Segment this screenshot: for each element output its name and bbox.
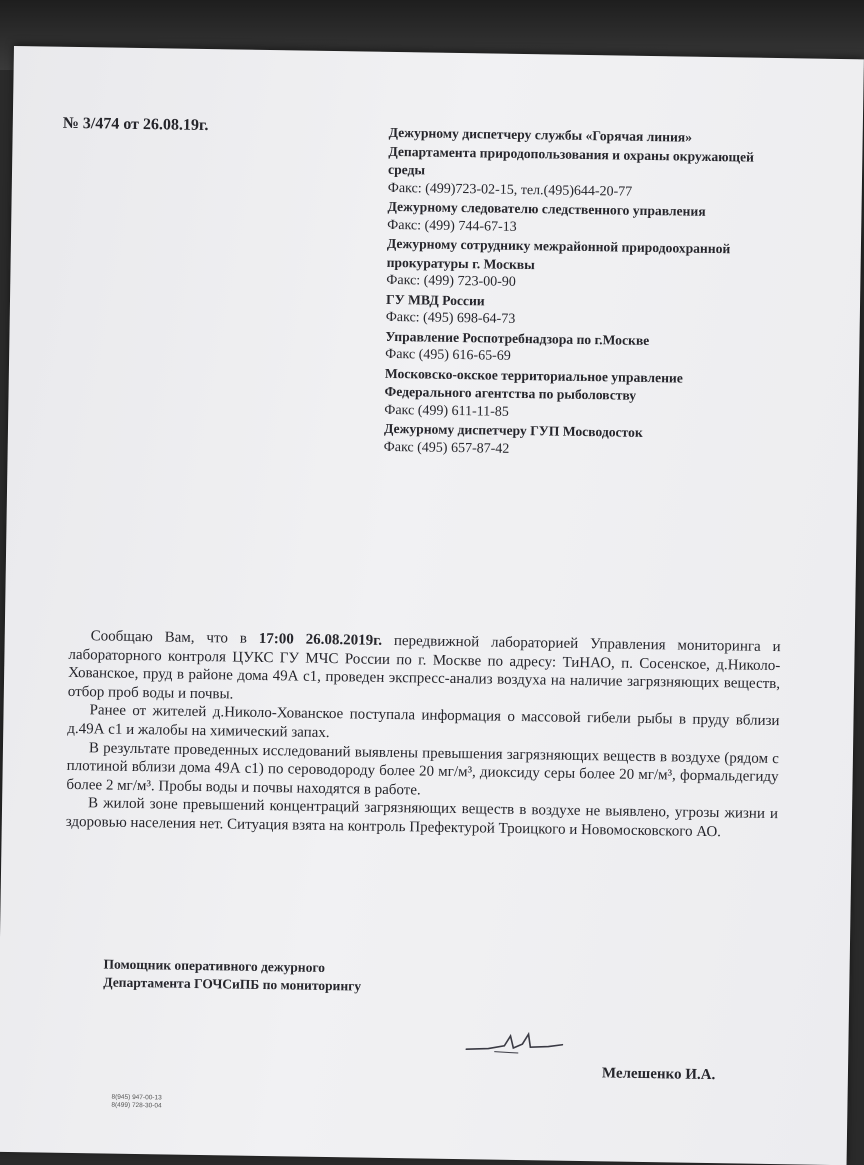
addressee-block [384,124,769,463]
contact-phones [111,1094,161,1111]
signer-name: Мелешенко И.А. [601,1065,716,1084]
addressee-name: Дежурному сотруднику межрайонной природоохранной прокуратуры г. Москвы [386,235,731,272]
addressee-name: Дежурному следователю следственного управления [387,198,706,219]
addressee-rospotrebnadzor [385,327,766,370]
addressee-investigator [387,198,768,241]
letter-body [66,627,781,843]
body-paragraph-4: В жилой зоне превышений концентраций загрязняющих веществ в воздухе не выявлено, угрозы жизни и здоровью населения нет. Ситуация взята на контроль Префектурой Троицкого и Новомосковского АО. [65,795,779,841]
addressee-fax: Факс: (499) 744-67-13 [387,217,517,235]
addressee-fax: Факс (495) 616-65-69 [385,346,511,364]
signer-title-line-2: Департамента ГОЧСиПБ по мониторингу [103,974,362,994]
addressee-mvd [386,290,767,333]
addressee-name: Московско-окское территориальное управление Федерального агентства по рыболовству [384,365,683,403]
addressee-fishery [384,364,765,425]
contact-phone-2: 8(499) 728-30-04 [111,1101,162,1110]
event-time: 17:00 26.08.2019г. [258,630,383,649]
letter-page [0,46,864,1165]
addressee-fax: Факс: (499) 723-00-90 [386,272,516,290]
body-paragraph-1: Сообщаю Вам, что в 17:00 26.08.2019г. передвижной лабораторией Управления мониторинга и лабораторного контроля ЦУКС ГУ МЧС России по г. Москве по адресу: ТиНАО, п. Сосенское, д.Николо-Хованское, пруд в районе дома 49А с1, проведен экспресс-анализ воздуха на наличие загрязняющих веществ, отбор проб воды и почвы. [67,628,781,703]
addressee-hotline [388,124,769,204]
addressee-prosecutor [386,235,767,296]
addressee-name: Дежурному диспетчеру службы «Горячая линия» Департамента природопользования и охраны окружающей среды [387,124,755,178]
body-paragraph-3: В результате проведенных исследований выявлены превышения загрязняющих веществ в воздухе (рядом с плотиной вблизи дома 49А с1) по сероводороду более 20 мг/м³, диоксиду серы более 20 мг/м³, формальдегиду более 2 мг/м³. Пробы воды и почвы находятся в работе. [66,739,780,799]
addressee-fax: Факс: (499)723-02-15, тел.(495)644-20-77 [387,180,633,200]
addressee-fax: Факс: (495) 698-64-73 [385,309,516,327]
handwritten-signature [458,1021,569,1063]
addressee-fax: Факс (495) 657-87-42 [383,439,510,457]
document-reference: № 3/474 от 26.08.19г. [62,114,209,135]
addressee-mosvodostok [384,420,765,463]
addressee-fax: Факс (499) 611-11-85 [384,402,509,420]
body-paragraph-2: Ранее от жителей д.Николо-Хованское поступала информация о массовой гибели рыбы в пруду вблизи д.49А с1 и жалобы на химический запах. [67,702,780,742]
addressee-name: Управление Роспотребнадзора по г.Москве [385,328,650,348]
signer-title-line-1: Помощник оперативного дежурного [103,956,326,975]
addressee-name: ГУ МВД России [385,291,485,308]
signer-title [103,956,361,996]
contact-phone-1: 8(945) 947-00-13 [111,1093,162,1102]
addressee-name: Дежурному диспетчеру ГУП Мосводосток [383,420,643,440]
